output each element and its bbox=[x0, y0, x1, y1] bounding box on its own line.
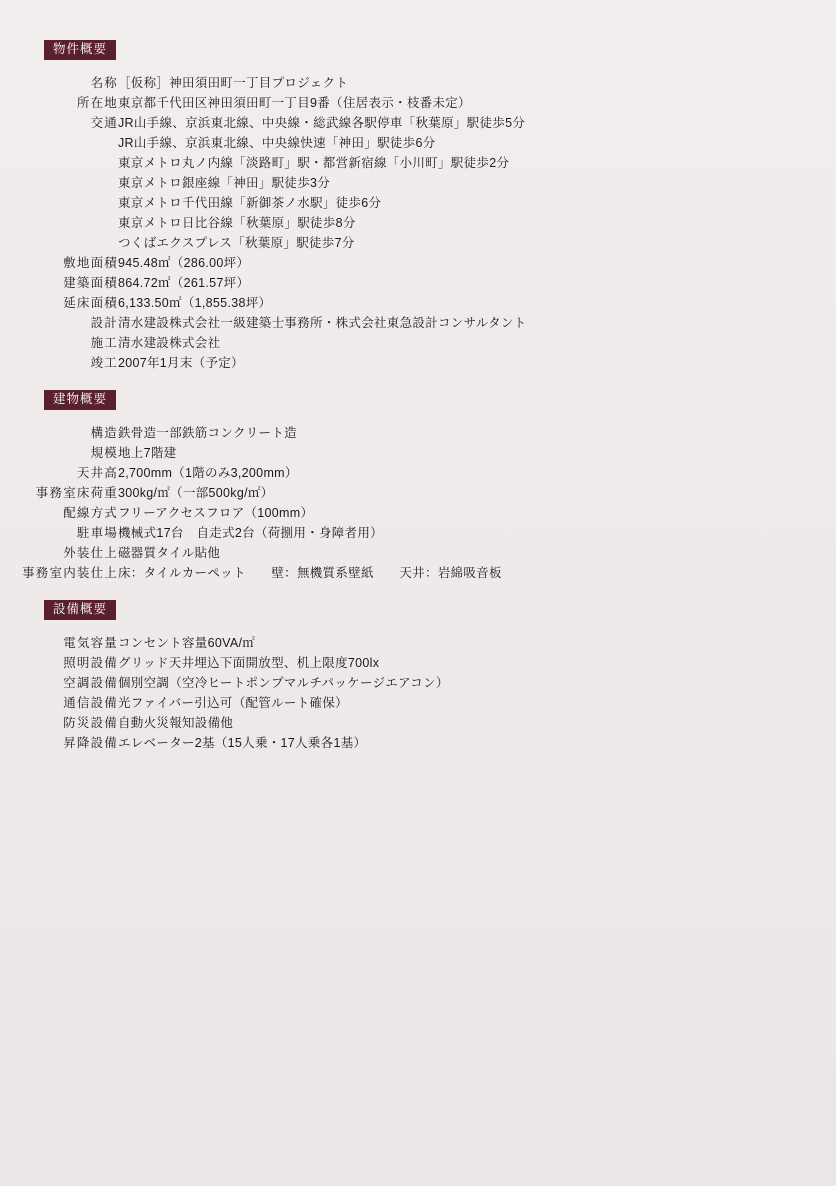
row-label-empty bbox=[0, 173, 118, 193]
row-label: 規模 bbox=[90, 445, 118, 460]
row-value: 機械式17台 自走式2台（荷捌用・身障者用） bbox=[118, 525, 383, 540]
table-row bbox=[0, 693, 449, 713]
row-value: 東京都千代田区神田須田町一丁目9番（住居表示・枝番未定） bbox=[118, 95, 471, 110]
table-row bbox=[0, 673, 449, 693]
row-value: 864.72㎡（261.57坪） bbox=[118, 275, 250, 290]
row-value: 清水建設株式会社 bbox=[118, 335, 221, 350]
spec-table-property-overview bbox=[0, 73, 526, 373]
table-row bbox=[0, 563, 502, 583]
table-row bbox=[0, 233, 526, 253]
row-label: 照明設備 bbox=[63, 655, 118, 670]
row-label: 事務室内装仕上 bbox=[22, 565, 118, 580]
row-label: 延床面積 bbox=[63, 295, 118, 310]
row-value: 鉄骨造一部鉄筋コンクリート造 bbox=[118, 425, 297, 440]
row-label: 構造 bbox=[90, 425, 118, 440]
row-label: 施工 bbox=[90, 335, 118, 350]
row-value: 地上7階建 bbox=[118, 445, 177, 460]
row-label: 所在地 bbox=[76, 95, 118, 110]
row-label-empty bbox=[0, 133, 118, 153]
row-label: 空調設備 bbox=[63, 675, 118, 690]
table-row bbox=[0, 313, 526, 333]
row-value: つくばエクスプレス「秋葉原」駅徒歩7分 bbox=[118, 235, 355, 250]
table-row bbox=[0, 483, 502, 503]
row-label: 敷地面積 bbox=[63, 255, 118, 270]
row-value: 東京メトロ千代田線「新御茶ノ水駅」徒歩6分 bbox=[118, 195, 382, 210]
row-label: 建築面積 bbox=[63, 275, 118, 290]
table-row bbox=[0, 423, 502, 443]
table-row bbox=[0, 173, 526, 193]
row-label: 竣工 bbox=[90, 355, 118, 370]
table-row bbox=[0, 333, 526, 353]
row-label-empty bbox=[0, 193, 118, 213]
table-row bbox=[0, 523, 502, 543]
row-value: 磁器質タイル貼他 bbox=[118, 545, 221, 560]
row-value: 床：タイルカーペット 壁：無機質系壁紙 天井：岩綿吸音板 bbox=[118, 565, 502, 580]
table-row bbox=[0, 713, 449, 733]
table-row bbox=[0, 93, 526, 113]
table-row bbox=[0, 293, 526, 313]
row-label: 通信設備 bbox=[63, 695, 118, 710]
row-label: 電気容量 bbox=[63, 635, 118, 650]
row-label: 天井高 bbox=[76, 465, 118, 480]
row-label-empty bbox=[0, 233, 118, 253]
row-label: 外装仕上 bbox=[63, 545, 118, 560]
row-label: 事務室床荷重 bbox=[35, 485, 118, 500]
table-row bbox=[0, 73, 526, 93]
table-row bbox=[0, 633, 449, 653]
table-row bbox=[0, 113, 526, 133]
row-label: 配線方式 bbox=[63, 505, 118, 520]
row-value: コンセント容量60VA/㎡ bbox=[118, 635, 256, 650]
row-label: 防災設備 bbox=[63, 715, 118, 730]
row-label: 昇降設備 bbox=[63, 735, 118, 750]
row-value: JR山手線、京浜東北線、中央線快速「神田」駅徒歩6分 bbox=[118, 135, 436, 150]
row-label-empty bbox=[0, 153, 118, 173]
table-row bbox=[0, 193, 526, 213]
row-value: 2,700mm（1階のみ3,200mm） bbox=[118, 465, 298, 480]
row-label-empty bbox=[0, 213, 118, 233]
table-row bbox=[0, 543, 502, 563]
row-value: JR山手線、京浜東北線、中央線・総武線各駅停車「秋葉原」駅徒歩5分 bbox=[118, 115, 526, 130]
row-value: 945.48㎡（286.00坪） bbox=[118, 255, 250, 270]
section-property-overview bbox=[0, 40, 836, 373]
row-label: 駐車場 bbox=[76, 525, 118, 540]
section-title-building-overview: 建物概要 bbox=[44, 390, 116, 410]
table-row bbox=[0, 153, 526, 173]
table-row bbox=[0, 733, 449, 753]
row-label: 交通 bbox=[90, 115, 118, 130]
row-value: 東京メトロ丸ノ内線「淡路町」駅・都営新宿線「小川町」駅徒歩2分 bbox=[118, 155, 510, 170]
table-row bbox=[0, 253, 526, 273]
row-value: 清水建設株式会社一級建築士事務所・株式会社東急設計コンサルタント bbox=[118, 315, 527, 330]
table-row bbox=[0, 443, 502, 463]
table-row bbox=[0, 463, 502, 483]
table-row bbox=[0, 133, 526, 153]
row-value: 光ファイバー引込可（配管ルート確保） bbox=[118, 695, 348, 710]
row-value: フリーアクセスフロア（100mm） bbox=[118, 505, 314, 520]
section-building-overview bbox=[0, 390, 836, 583]
row-value: グリッド天井埋込下面開放型、机上限度700lx bbox=[118, 655, 380, 670]
row-value: 300kg/㎡（一部500kg/㎡） bbox=[118, 485, 274, 500]
row-value: エレベーター2基（15人乗・17人乗各1基） bbox=[118, 735, 367, 750]
row-value: 6,133.50㎡（1,855.38坪） bbox=[118, 295, 272, 310]
spec-table-building-overview bbox=[0, 423, 502, 583]
row-label: 名称 bbox=[90, 75, 118, 90]
row-value: 個別空調（空冷ヒートポンプマルチパッケージエアコン） bbox=[118, 675, 449, 690]
spec-table-equipment-overview bbox=[0, 633, 449, 753]
table-row bbox=[0, 503, 502, 523]
table-row bbox=[0, 653, 449, 673]
row-value: ［仮称］神田須田町一丁目プロジェクト bbox=[118, 75, 349, 90]
row-value: 東京メトロ日比谷線「秋葉原」駅徒歩8分 bbox=[118, 215, 356, 230]
section-title-property-overview: 物件概要 bbox=[44, 40, 116, 60]
section-title-equipment-overview: 設備概要 bbox=[44, 600, 116, 620]
table-row bbox=[0, 353, 526, 373]
row-value: 自動火災報知設備他 bbox=[118, 715, 234, 730]
table-row bbox=[0, 213, 526, 233]
row-value: 東京メトロ銀座線「神田」駅徒歩3分 bbox=[118, 175, 331, 190]
section-equipment-overview bbox=[0, 600, 836, 753]
row-value: 2007年1月末（予定） bbox=[118, 355, 244, 370]
row-label: 設計 bbox=[90, 315, 118, 330]
table-row bbox=[0, 273, 526, 293]
